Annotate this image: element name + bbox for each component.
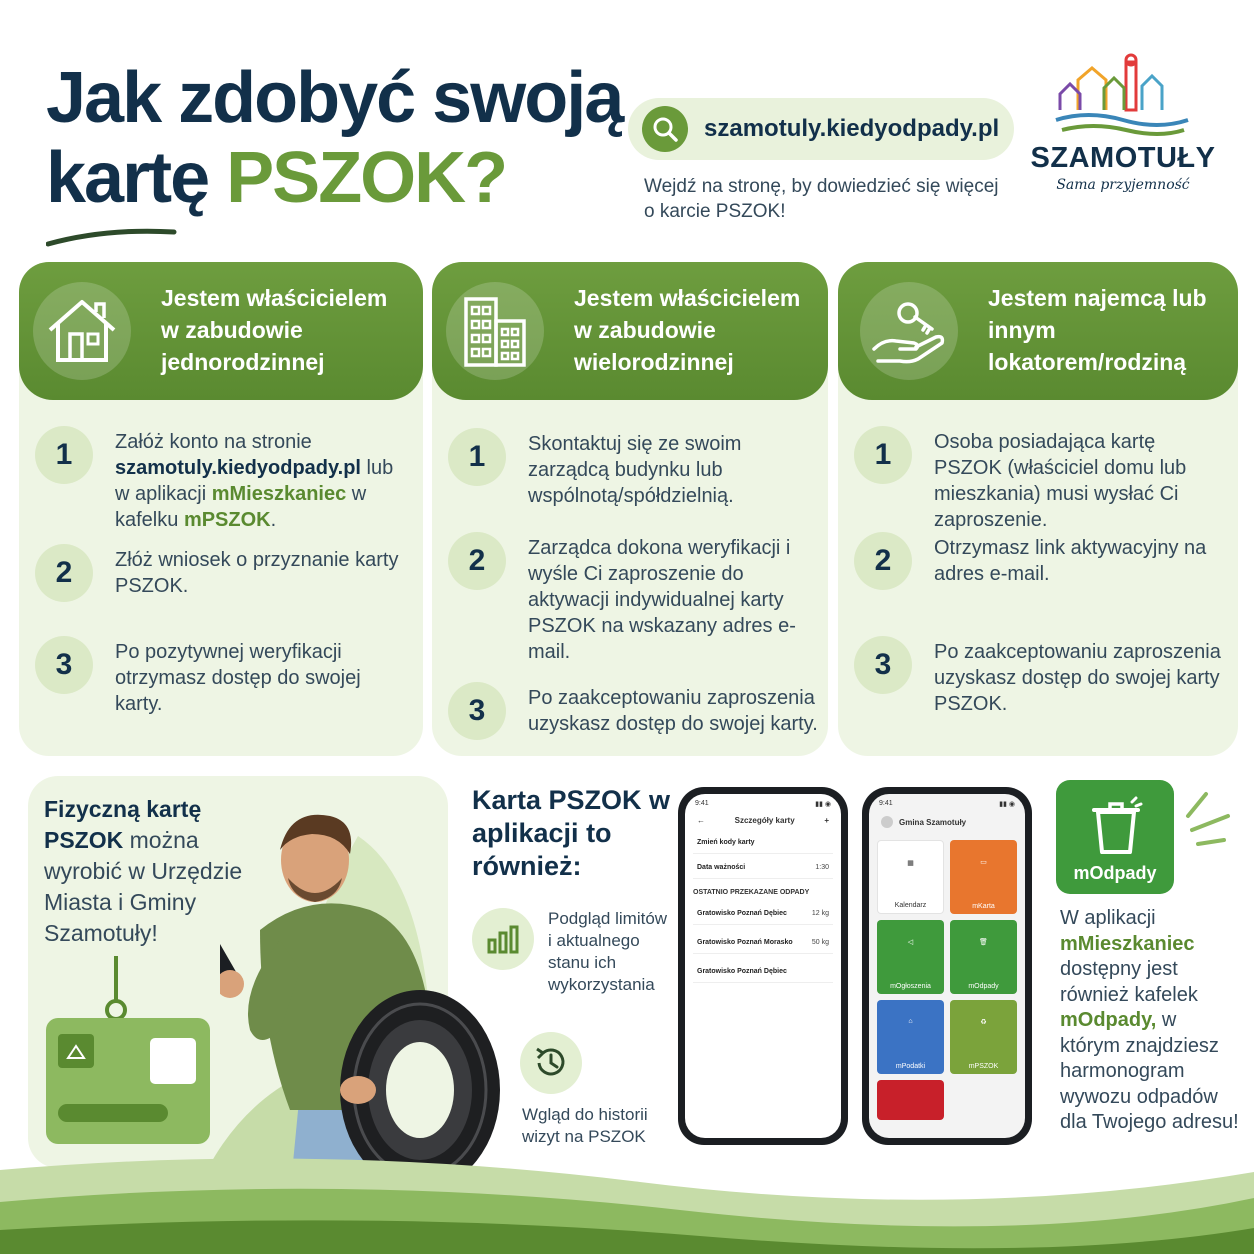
step-number: 3 bbox=[448, 682, 506, 740]
panel-header bbox=[432, 262, 828, 400]
panel-heading: Jestem najemcą lub innym lokatorem/rodziną bbox=[988, 285, 1207, 375]
step-number: 3 bbox=[35, 636, 93, 694]
step-2 bbox=[854, 532, 1228, 590]
waste-item[interactable]: Gratowisko Poznań Dębiec 12 kg bbox=[693, 902, 833, 925]
website-link[interactable] bbox=[628, 98, 1014, 160]
feature-history-text: Wgląd do historii wizyt na PSZOK bbox=[522, 1105, 648, 1146]
tile-partial[interactable] bbox=[877, 1080, 944, 1120]
step-text: Po zaakceptowaniu zaproszenia uzyskasz dostęp do swojej karty. bbox=[528, 687, 818, 735]
waste-item[interactable]: Gratowisko Poznań Dębiec bbox=[693, 960, 833, 983]
trash-bin-icon: 🗑 bbox=[979, 939, 988, 946]
title-line-2 bbox=[46, 138, 626, 218]
modpady-tile-label: mOdpady bbox=[1073, 863, 1157, 883]
step-number: 1 bbox=[854, 426, 912, 484]
tenant-panel bbox=[838, 262, 1238, 756]
panel-heading: Jestem właścicielem w zabudowie jednorodzinnej bbox=[161, 285, 388, 375]
search-icon bbox=[642, 106, 688, 152]
man-with-tire-illustration bbox=[220, 790, 510, 1194]
step-number: 1 bbox=[35, 426, 93, 484]
hand-key-icon bbox=[860, 282, 958, 380]
back-arrow-icon[interactable]: ← bbox=[697, 816, 705, 825]
feature-limits-text: Podgląd limitów i aktualnego stanu ich wykorzystania bbox=[548, 909, 668, 994]
apartment-building-icon bbox=[446, 282, 544, 380]
physical-card-text: Fizyczną kartę PSZOK można wyrobić w Urzędzie Miasta i Gminy Szamotuły! bbox=[44, 796, 243, 946]
change-codes-row[interactable]: Zmień kody karty bbox=[693, 835, 833, 854]
calendar-icon: ▦ bbox=[907, 860, 914, 867]
owner-single-family-panel bbox=[19, 262, 423, 756]
step-3 bbox=[854, 636, 1228, 717]
trash-bin-icon bbox=[1088, 796, 1144, 856]
avatar[interactable] bbox=[881, 816, 893, 828]
step-number: 1 bbox=[448, 428, 506, 486]
step-number: 2 bbox=[854, 532, 912, 590]
feature-limits bbox=[472, 908, 672, 996]
house-icon bbox=[33, 282, 131, 380]
app-tile-grid bbox=[869, 832, 1025, 1128]
step-text: Załóż konto na stronie szamotuly.kiedyodpady.pl lub w aplikacji mMieszkaniec w kafelku mPSZOK. bbox=[115, 431, 394, 531]
step-3 bbox=[448, 682, 818, 740]
tile-mkarta[interactable]: ▭ mKarta bbox=[950, 840, 1017, 914]
app-section-title: Karta PSZOK w aplikacji to również: bbox=[472, 785, 671, 881]
website-url: szamotuly.kiedyodpady.pl bbox=[704, 115, 1000, 142]
card-icon: ▭ bbox=[980, 859, 987, 866]
city-brand-name: SZAMOTUŁY bbox=[1030, 142, 1216, 174]
phone-header-title: Szczegóły karty bbox=[734, 816, 795, 825]
recycle-icon: ♻ bbox=[980, 1019, 987, 1026]
add-icon[interactable]: + bbox=[824, 816, 829, 825]
panel-heading: Jestem właścicielem w zabudowie wielorodzinnej bbox=[574, 285, 801, 375]
phone-header bbox=[685, 812, 841, 829]
sparkle-lines-decoration bbox=[1184, 790, 1234, 850]
website-url-inline: szamotuly.kiedyodpady.pl bbox=[115, 457, 361, 479]
title-underline-decoration bbox=[46, 222, 186, 252]
modpady-app-tile bbox=[1056, 780, 1174, 894]
tile-mpodatki[interactable]: ⌂ mPodatki bbox=[877, 1000, 944, 1074]
feature-history bbox=[520, 1032, 582, 1094]
bar-chart-icon bbox=[472, 908, 534, 970]
step-text: Po pozytywnej weryfikacji otrzymasz dostęp do swojej karty. bbox=[115, 641, 361, 715]
step-2 bbox=[448, 532, 818, 665]
step-1 bbox=[448, 428, 818, 509]
expiry-row[interactable]: Data ważności 1:30 bbox=[693, 860, 833, 879]
step-text: Skontaktuj się ze swoim zarządcą budynku lub wspólnotą/spółdzielnią. bbox=[528, 433, 742, 507]
modpady-description: W aplikacji mMieszkaniec dostępny jest również kafelek mOdpady, w którym znajdziesz harmonogram wywozu odpadów dla Twojego adresu! bbox=[1060, 907, 1239, 1133]
title-prefix: kartę bbox=[46, 138, 227, 218]
step-3 bbox=[35, 636, 413, 717]
waste-item[interactable]: Gratowisko Poznań Morasko 50 kg bbox=[693, 931, 833, 954]
tax-house-icon: ⌂ bbox=[908, 1018, 913, 1025]
step-text: Osoba posiadająca kartę PSZOK (właściciel domu lub mieszkania) musi wysłać Ci zaproszenie. bbox=[934, 431, 1187, 531]
owner-multi-family-panel bbox=[432, 262, 828, 756]
recent-waste-heading: OSTATNIO PRZEKAZANE ODPADY bbox=[693, 889, 810, 896]
step-text: Otrzymasz link aktywacyjny na adres e-mail. bbox=[934, 537, 1207, 585]
step-1 bbox=[854, 426, 1228, 533]
pszok-card-icon bbox=[46, 954, 216, 1154]
tile-mpszok[interactable]: ♻ mPSZOK bbox=[950, 1000, 1017, 1074]
website-note: Wejdź na stronę, by dowiedzieć się więcej o karcie PSZOK! bbox=[644, 176, 999, 222]
megaphone-icon: ◁ bbox=[907, 939, 914, 946]
step-number: 2 bbox=[448, 532, 506, 590]
city-logo bbox=[1028, 50, 1218, 220]
step-number: 3 bbox=[854, 636, 912, 694]
phone-app-home: 9:41 ▮▮ ◉ Gmina Szamotuły ▦ Kalendarz ▭ mKarta ◁ mOgłoszenia 🗑 mOdpady ⌂ mPodatki ♻ mPSZOK bbox=[862, 787, 1032, 1145]
city-tagline: Sama przyjemność bbox=[1056, 177, 1190, 193]
step-text: Zarządca dokona weryfikacji i wyśle Ci zaproszenie do aktywacji indywidualnej karty PSZOK na wskazany adres e-mail. bbox=[528, 537, 796, 663]
panel-header bbox=[838, 262, 1238, 400]
step-1 bbox=[35, 426, 413, 533]
bottom-wave-decoration bbox=[0, 1152, 1254, 1254]
municipality-name: Gmina Szamotuły bbox=[899, 817, 967, 827]
page-title bbox=[46, 58, 626, 218]
step-text: Złóż wniosek o przyznanie karty PSZOK. bbox=[115, 549, 399, 597]
step-number: 2 bbox=[35, 544, 93, 602]
history-clock-icon bbox=[520, 1032, 582, 1094]
panel-header bbox=[19, 262, 423, 400]
tile-modpady[interactable]: 🗑 mOdpady bbox=[950, 920, 1017, 994]
phone-header bbox=[869, 812, 1025, 832]
phone-card-details: 9:41 ▮▮ ◉ ← Szczegóły karty + Zmień kody karty Data ważności 1:30 OSTATNIO PRZEKAZANE ODPADY Gratowisko Poznań Dębiec 12 kg Gratowisko Poznań Morasko 50 kg Gratowisko Poznań Dębiec bbox=[678, 787, 848, 1145]
city-skyline-logo-icon bbox=[1048, 50, 1198, 140]
tile-mogloszenia[interactable]: ◁ mOgłoszenia bbox=[877, 920, 944, 994]
step-2 bbox=[35, 544, 413, 602]
title-accent: PSZOK? bbox=[226, 138, 507, 218]
step-text: Po zaakceptowaniu zaproszenia uzyskasz dostęp do swojej karty PSZOK. bbox=[934, 641, 1221, 715]
title-line-1: Jak zdobyć swoją bbox=[46, 58, 623, 138]
tile-calendar[interactable]: ▦ Kalendarz bbox=[877, 840, 944, 914]
